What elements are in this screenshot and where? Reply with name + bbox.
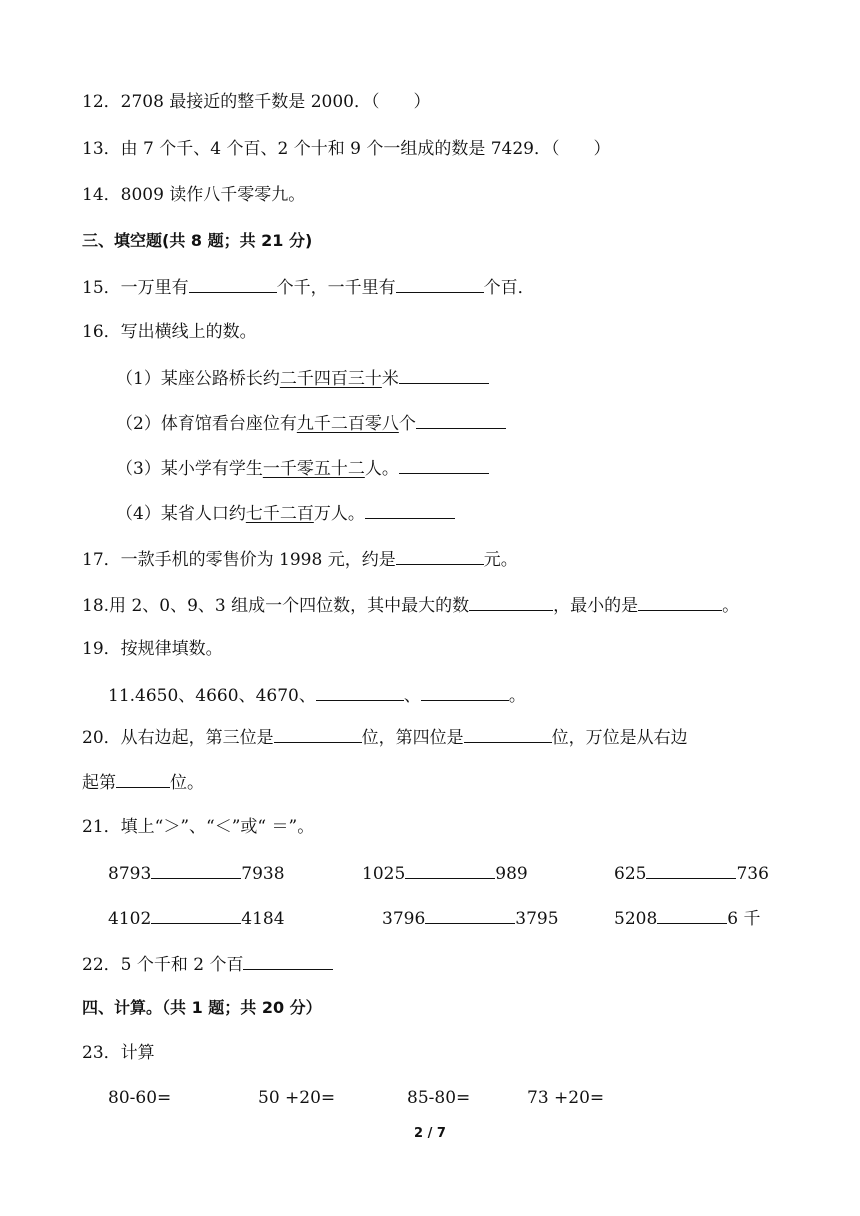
comparison-item [362, 860, 528, 886]
question-19-sequence [108, 682, 526, 708]
question-16-part-3 [116, 455, 489, 481]
question-text: 用 2、0、9、3 组成一个四位数，其中最大的数 [109, 596, 470, 616]
left-number: 4102 [108, 909, 152, 929]
comparison-item [614, 905, 761, 931]
question-number: 20． [82, 728, 121, 748]
question-text: 一款手机的零售价为 1998 元，约是 [120, 550, 396, 570]
page-number: 2 / 7 [414, 1126, 446, 1141]
answer-blank[interactable] [151, 905, 241, 924]
question-number: 13． [82, 139, 121, 159]
left-number: 8793 [108, 864, 152, 884]
left-number: 3796 [382, 909, 426, 929]
answer-blank[interactable] [116, 769, 170, 788]
question-text: ，最小的是 [553, 596, 639, 616]
answer-blank[interactable] [657, 905, 727, 924]
question-number: 23． [82, 1043, 121, 1063]
question-text: 起第 [82, 773, 116, 793]
left-number: 5208 [614, 909, 658, 929]
question-number: 21． [82, 817, 121, 837]
question-text: 位，第四位是 [361, 728, 464, 748]
question-text: （4）某省人口约 [116, 504, 246, 524]
answer-blank[interactable] [416, 410, 506, 429]
question-number: 12． [82, 92, 121, 112]
question-number: 22． [82, 955, 121, 975]
calculation-item: 85-80= [407, 1088, 471, 1108]
section-heading-fill-in: 三、填空题(共 8 题；共 21 分) [82, 231, 313, 250]
question-text: 。 [508, 686, 526, 706]
question-12 [82, 90, 430, 114]
comparison-item [614, 860, 769, 886]
comparison-item [382, 905, 559, 931]
question-20-continued [82, 769, 204, 795]
question-number: 17． [82, 550, 121, 570]
comparison-item [108, 860, 285, 886]
calculation-item: 50 +20= [258, 1088, 336, 1108]
question-17 [82, 546, 518, 572]
question-20 [82, 724, 688, 750]
right-number: 7938 [241, 864, 285, 884]
question-text: 、 [403, 686, 421, 706]
question-text: 填上“＞”、“＜”或“ ＝”。 [120, 817, 315, 837]
answer-blank[interactable] [365, 500, 455, 519]
question-16 [82, 320, 257, 344]
right-number: 4184 [241, 909, 285, 929]
question-text: 人。 [364, 459, 399, 479]
question-text: 从右边起，第三位是 [120, 728, 274, 748]
question-13 [82, 137, 611, 161]
question-text: （3）某小学有学生 [116, 459, 263, 479]
question-text: 个百． [483, 278, 535, 298]
question-text: 米 [381, 369, 399, 389]
question-text: 2708 最接近的整千数是 2000．（ ） [120, 92, 431, 112]
question-text: 。 [722, 596, 740, 616]
answer-blank[interactable] [189, 274, 277, 293]
section-heading-calculation: 四、计算。（共 1 题；共 20 分） [82, 998, 322, 1017]
answer-blank[interactable] [399, 455, 489, 474]
question-text: 写出横线上的数。 [120, 322, 257, 342]
question-number: 14． [82, 185, 121, 205]
question-number: 15． [82, 278, 121, 298]
question-text: （1）某座公路桥长约 [116, 369, 280, 389]
answer-blank[interactable] [274, 724, 362, 743]
question-text: 元。 [483, 550, 518, 570]
question-text: 按规律填数。 [120, 639, 223, 659]
right-number: 989 [495, 864, 528, 884]
answer-blank[interactable] [421, 682, 509, 701]
answer-blank[interactable] [405, 860, 495, 879]
question-19 [82, 637, 223, 661]
answer-blank[interactable] [646, 860, 736, 879]
underlined-number-words: 七千二百 [245, 504, 314, 524]
question-text: 个千，一千里有 [276, 278, 396, 298]
answer-blank[interactable] [399, 365, 489, 384]
question-21 [82, 815, 314, 839]
answer-blank[interactable] [151, 860, 241, 879]
question-22 [82, 951, 333, 977]
comparison-item [108, 905, 285, 931]
answer-blank[interactable] [464, 724, 552, 743]
question-number: 18. [82, 596, 110, 616]
question-text: （2）体育馆看台座位有 [116, 414, 297, 434]
question-16-part-1 [116, 365, 489, 391]
question-text: 位。 [170, 773, 204, 793]
question-16-part-4 [116, 500, 455, 526]
question-text: 一万里有 [120, 278, 189, 298]
right-number: 3795 [515, 909, 559, 929]
question-text: 个 [398, 414, 416, 434]
right-number: 6 千 [727, 909, 761, 929]
question-14 [82, 183, 305, 207]
question-text: 万人。 [313, 504, 365, 524]
right-number: 736 [736, 864, 769, 884]
calculation-item: 80-60= [108, 1088, 172, 1108]
answer-blank[interactable] [396, 546, 484, 565]
calculation-item: 73 +20= [527, 1088, 605, 1108]
underlined-number-words: 一千零五十二 [262, 459, 365, 479]
left-number: 1025 [362, 864, 406, 884]
question-text: 位，万位是从右边 [551, 728, 688, 748]
question-16-part-2 [116, 410, 506, 436]
left-number: 625 [614, 864, 647, 884]
underlined-number-words: 九千二百零八 [296, 414, 399, 434]
question-number: 19． [82, 639, 121, 659]
question-18 [82, 592, 739, 618]
question-text: 8009 读作八千零零九。 [120, 185, 306, 205]
question-text: 5 个千和 2 个百 [120, 955, 244, 975]
answer-blank[interactable] [396, 274, 484, 293]
answer-blank[interactable] [469, 592, 553, 611]
underlined-number-words: 二千四百三十 [279, 369, 382, 389]
answer-blank[interactable] [243, 951, 333, 970]
question-text: 11.4650、4660、4670、 [108, 686, 316, 706]
answer-blank[interactable] [638, 592, 722, 611]
question-text: 计算 [120, 1043, 155, 1063]
question-15 [82, 274, 535, 300]
question-number: 16． [82, 322, 121, 342]
question-text: 由 7 个千、4 个百、2 个十和 9 个一组成的数是 7429．（ ） [120, 139, 611, 159]
question-23 [82, 1041, 155, 1065]
answer-blank[interactable] [316, 682, 404, 701]
answer-blank[interactable] [425, 905, 515, 924]
